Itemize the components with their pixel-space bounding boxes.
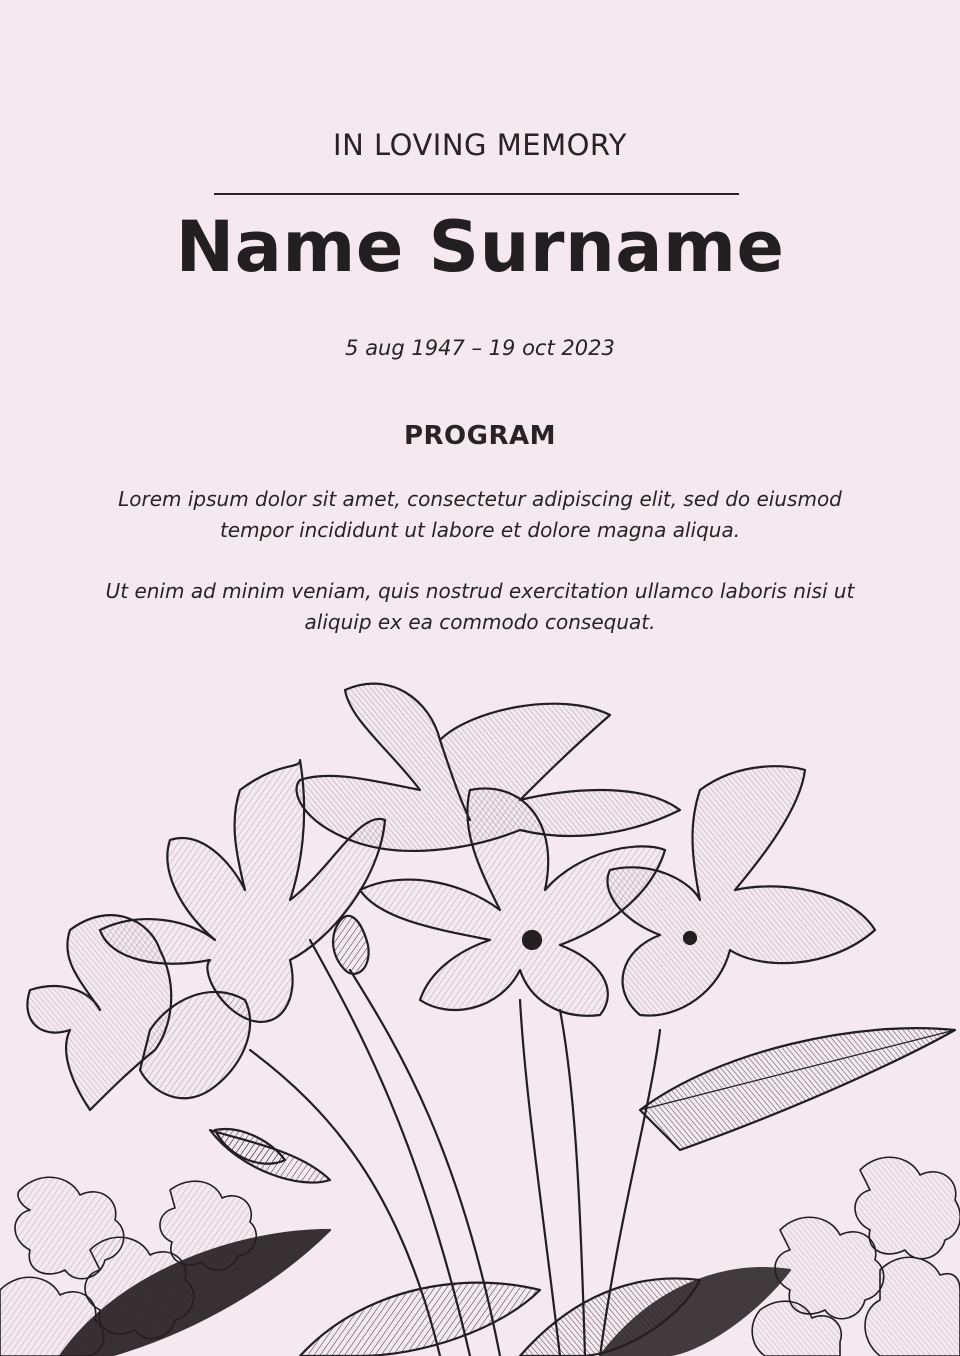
program-heading: PROGRAM — [403, 421, 557, 451]
divider-line — [214, 193, 739, 195]
life-dates: 5 aug 1947 – 19 oct 2023 — [345, 336, 615, 360]
deceased-name: Name Surname — [175, 206, 785, 288]
program-paragraph-1: Lorem ipsum dolor sit amet, consectetur adipiscing elit, sed do eiusmod tempor incididunt ut labore et dolore magna aliqua. — [118, 487, 842, 542]
flower-bouquet-icon — [0, 670, 960, 1356]
in-loving-memory-label: IN LOVING MEMORY — [333, 128, 627, 162]
program-paragraph-2: Ut enim ad minim veniam, quis nostrud exercitation ullamco laboris nisi ut aliquip ex ea commodo consequat. — [105, 579, 855, 634]
